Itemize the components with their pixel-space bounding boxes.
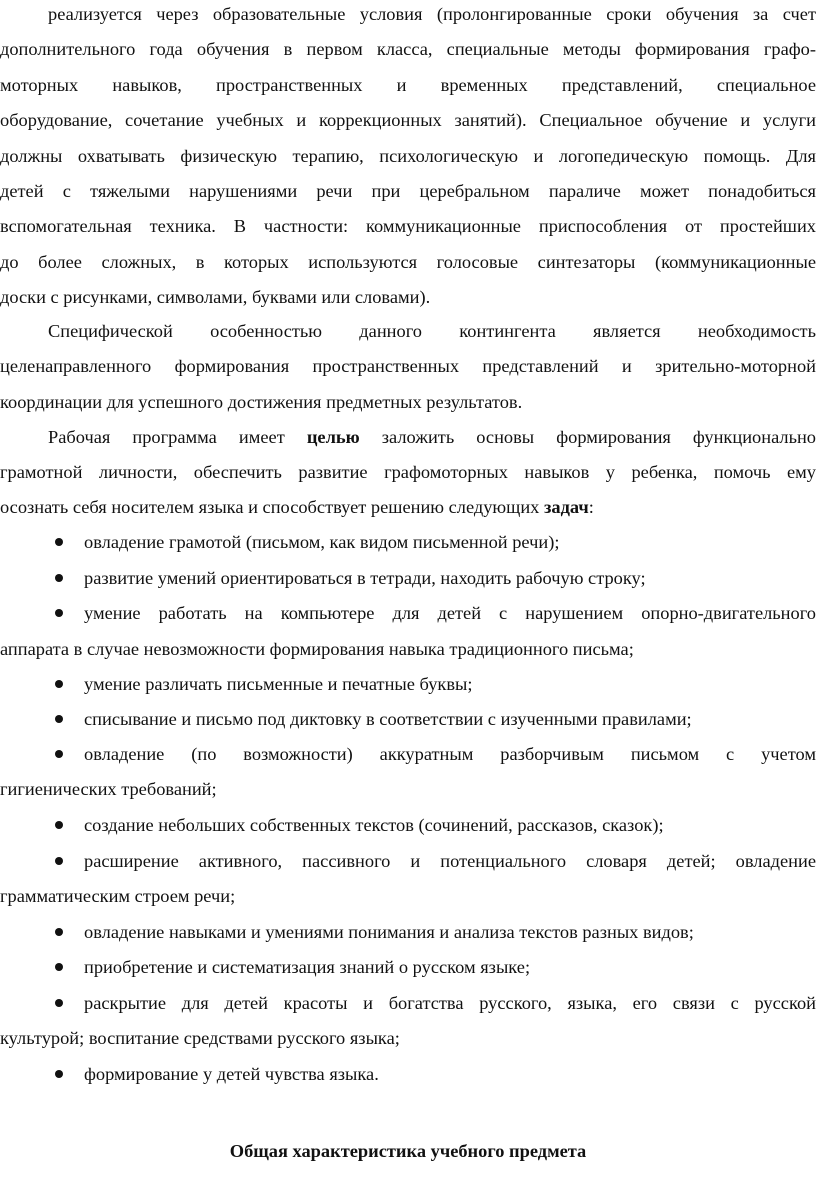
bullet-icon — [52, 919, 66, 945]
list-item-continuation: аппарата в случае невозможности формирования навыка традиционного письма; — [0, 639, 634, 659]
paragraph-3-line-1 — [48, 424, 816, 450]
paragraph-1-line-7: вспомогательная техника. В частности: коммуникационные приспособления от простейших — [0, 216, 816, 236]
paragraph-1-line-6: детей с тяжелыми нарушениями речи при церебральном параличе может понадобиться — [0, 181, 816, 201]
list-item-text: формирование у детей чувства языка. — [84, 1064, 379, 1084]
paragraph-1-line-8: до более сложных, в которых используются голосовые синтезаторы (коммуникационные — [0, 252, 816, 272]
list-item — [0, 600, 816, 626]
list-item-text: овладение грамотой (письмом, как видом письменной речи); — [84, 532, 560, 552]
list-item-text: раскрытие для детей красоты и богатства русского, языка, его связи с русской — [84, 993, 816, 1013]
list-item-text: умение работать на компьютере для детей с нарушением опорно-двигательного — [84, 603, 816, 623]
bullet-icon — [52, 706, 66, 732]
paragraph-2-line-1: Специфической особенностью данного контингента является необходимость — [48, 321, 816, 341]
list-item-text: умение различать письменные и печатные буквы; — [84, 674, 473, 694]
paragraph-2-line-3: координации для успешного достижения предметных результатов. — [0, 392, 523, 412]
list-item-text: овладение навыками и умениями понимания и анализа текстов разных видов; — [84, 922, 694, 942]
section-heading: Общая характеристика учебного предмета — [229, 1141, 587, 1161]
bullet-icon — [52, 671, 66, 697]
list-item-text: приобретение и систематизация знаний о русском языке; — [84, 957, 531, 977]
list-item-continuation: культурой; воспитание средствами русского языка; — [0, 1028, 400, 1048]
paragraph-3-text-c: осознать себя носителем языка и способствует решению следующих — [0, 497, 544, 517]
list-item-text: овладение (по возможности) аккуратным разборчивым письмом с учетом — [84, 744, 816, 764]
bullet-icon — [52, 1061, 66, 1087]
paragraph-1-line-4: оборудование, сочетание учебных и коррекционных занятий). Специальное обучение и услуги — [0, 110, 816, 130]
list-item — [0, 848, 816, 874]
list-item-text: развитие умений ориентироваться в тетради, находить рабочую строку; — [84, 568, 646, 588]
paragraph-2-line-2: целенаправленного формирования пространственных представлений и зрительно-моторной — [0, 356, 816, 376]
bullet-icon — [52, 529, 66, 555]
bullet-icon — [52, 990, 66, 1016]
list-item — [0, 1061, 816, 1087]
bullet-icon — [52, 848, 66, 874]
list-item — [0, 990, 816, 1016]
bullet-icon — [52, 812, 66, 838]
paragraph-3-text-a: Рабочая программа имеет — [48, 427, 307, 447]
list-item-text: создание небольших собственных текстов (сочинений, рассказов, сказок); — [84, 815, 664, 835]
goal-keyword: целью — [306, 427, 360, 447]
list-item-text: списывание и письмо под диктовку в соответствии с изученными правилами; — [84, 709, 692, 729]
paragraph-3-text-b: заложить основы формирования функционально — [359, 427, 816, 447]
list-item-text: расширение активного, пассивного и потенциального словаря детей; овладение — [84, 851, 816, 871]
list-item — [0, 706, 816, 732]
paragraph-3-line-3 — [0, 494, 594, 520]
list-item — [0, 671, 816, 697]
list-item-continuation: грамматическим строем речи; — [0, 886, 236, 906]
list-item — [0, 954, 816, 980]
list-item — [0, 919, 816, 945]
paragraph-1-line-3: моторных навыков, пространственных и временных представлений, специальное — [0, 75, 816, 95]
paragraph-1-line-2: дополнительного года обучения в первом класса, специальные методы формирования графо- — [0, 39, 816, 59]
bullet-icon — [52, 741, 66, 767]
list-item — [0, 565, 816, 591]
bullet-icon — [52, 565, 66, 591]
paragraph-1-line-5: должны охватывать физическую терапию, психологическую и логопедическую помощь. Для — [0, 146, 816, 166]
paragraph-1-line-1: реализуется через образовательные условия (пролонгированные сроки обучения за счет — [48, 4, 816, 24]
list-item-continuation: гигиенических требований; — [0, 779, 217, 799]
list-item — [0, 529, 816, 555]
paragraph-3-line-2: грамотной личности, обеспечить развитие графомоторных навыков у ребенка, помочь ему — [0, 462, 816, 482]
paragraph-1-line-9: доски с рисунками, символами, буквами или словами). — [0, 287, 431, 307]
list-item — [0, 812, 816, 838]
bullet-icon — [52, 954, 66, 980]
tasks-keyword: задач — [543, 497, 589, 517]
list-item — [0, 741, 816, 767]
paragraph-3-text-d: : — [588, 497, 594, 517]
bullet-icon — [52, 600, 66, 626]
